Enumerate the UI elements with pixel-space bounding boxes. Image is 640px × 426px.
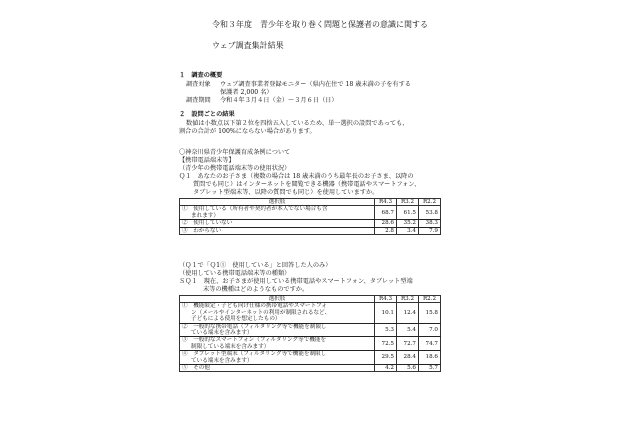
sq1-row5-r32: 5.6 [397,365,419,372]
sq1-table [179,295,441,372]
table-row [180,351,441,365]
target-value-2: 保護者 2,000 名） [220,89,273,96]
sq1-intro-1: （Ｑ１で「Ｑ1① 使用している」と回答した人のみ） [179,262,332,269]
mobile-subtitle: 【携帯電話端末等】 [179,157,235,164]
sq1-row3-r43: 72.5 [375,337,397,351]
q1-intro: （青少年の携帯電話端末等の使用状況） [179,165,291,172]
sq1-intro-2: （使用している携帯電話端末等の種類） [179,270,291,277]
sq1-row1-label-1: ① 機能限定・子ども向け仕様の携帯電話やスマートフォ [182,303,327,310]
q1-row2-r32: 35.2 [397,220,419,227]
q1-row2-r43: 28.6 [375,220,397,227]
sq1-header-r32: R3.2 [397,296,419,303]
q1-row2-r22: 38.3 [419,220,441,227]
sq1-row2-label-2: ている端末を含みます） [191,330,253,337]
sq1-row3-label-2: 制限している端末を含みます） [191,343,270,350]
sq1-row2-r43: 5.3 [375,323,397,337]
table-row [180,337,441,351]
sq1-row2-r32: 5.4 [397,323,419,337]
q1-row3-r32: 3.4 [397,227,419,234]
q1-row1-r43: 68.7 [375,206,397,220]
q1-header-choice: 選択肢 [180,199,375,206]
sq1-header-choice: 選択肢 [180,296,375,303]
q1-row2-label: ② 使用していない [180,220,375,227]
sq1-row1-label-2: ン（メールやインターネットの利用が制限されるなど、 [191,309,331,316]
sq1-row5-label: ⑤ その他 [180,365,375,372]
sq1-text-2: 末等の機種はどのようなものですか。 [203,286,309,293]
sq1-row4-label-2: ている端末を含みます） [191,357,253,364]
q1-header-r43: R4.3 [375,199,397,206]
table-row [180,303,441,323]
sq1-row4-r32: 28.4 [397,351,419,365]
q1-row1-label-2: まれます） [191,212,219,219]
q1-table [179,198,441,235]
sq1-row2-r22: 7.0 [419,323,441,337]
sq1-row3-r22: 74.7 [419,337,441,351]
q1-row1-r22: 53.8 [419,206,441,220]
sq1-text-1: ＳＱ１ 現在、お子さまが使用している携帯電話やスマートフォン、タブレット型端 [179,278,413,285]
q1-row3-r43: 2.8 [375,227,397,234]
sq1-row5-r43: 4.2 [375,365,397,372]
sq1-row3-r32: 72.7 [397,337,419,351]
table-row [180,220,441,227]
sq1-header-r22: R2.2 [419,296,441,303]
sq1-row1-r32: 12.4 [397,303,419,323]
target-value: ウェブ調査事業者登録モニター（県内在住で 18 歳未満の子を有する [220,81,411,88]
sq1-row1-r22: 15.8 [419,303,441,323]
q1-row3-label: ③ わからない [180,227,375,234]
q1-text-2: 質問でも同じ）はインターネットを閲覧できる機器（携帯電話やスマートフォン、 [193,181,421,188]
q1-row3-r22: 7.9 [419,227,441,234]
q1-row1-r32: 61.5 [397,206,419,220]
sq1-row3-label-1: ③ 一般的なスマートフォン（フィルタリング等で機能を [182,337,327,344]
target-label: 調査対象 [186,81,211,88]
q1-header-r32: R3.2 [397,199,419,206]
q1-row1-label: ① 使用している（所有者や契約者が本人でない場合も含 [182,206,328,213]
table-row [180,323,441,337]
sq1-header-r43: R4.3 [375,296,397,303]
section2-note-2: 割合の合計が 100%にならない場合があります。 [179,128,316,135]
ordinance-heading: 〇神奈川県青少年保護育成条例について [179,149,291,156]
sq1-row4-label-1: ④ タブレット型端末（フィルタリング等で機能を制限し [182,351,327,358]
doc-title-line1: 令和３年度 青少年を取り巻く問題と保護者の意識に関する [212,20,428,29]
sq1-row2-label-1: ② 一般的な携帯電話（フィルタリング等で機能を制限し [182,323,327,330]
table-row [180,365,441,372]
q1-text-1: Ｑ１ あなたのお子さま（複数の場合は 18 歳未満のうち最年長のお子さま、以降の [179,173,414,180]
section2-heading: ２ 設問ごとの結果 [179,111,235,118]
sq1-row5-r22: 5.7 [419,365,441,372]
section1-heading: １ 調査の概要 [179,72,223,79]
sq1-row1-r43: 10.1 [375,303,397,323]
sq1-row4-r43: 29.5 [375,351,397,365]
period-value: 令和４年３月４日（金）～３月６日（日） [220,97,338,104]
period-label: 調査期間 [186,97,211,104]
q1-header-r22: R2.2 [419,199,441,206]
table-row [180,227,441,234]
q1-text-3: タブレット型端末等、以降の質問でも同じ）を使用していますか。 [193,189,379,196]
sq1-row1-label-3: 子どもによる使用を想定したもの） [191,316,281,323]
sq1-row4-r22: 18.6 [419,351,441,365]
table-row [180,206,441,220]
doc-title-line2: ウェブ調査集計結果 [212,41,284,50]
section2-note-1: 数値は小数点以下第２位を四捨五入しているため、単一選択の設問であっても、 [186,120,409,127]
